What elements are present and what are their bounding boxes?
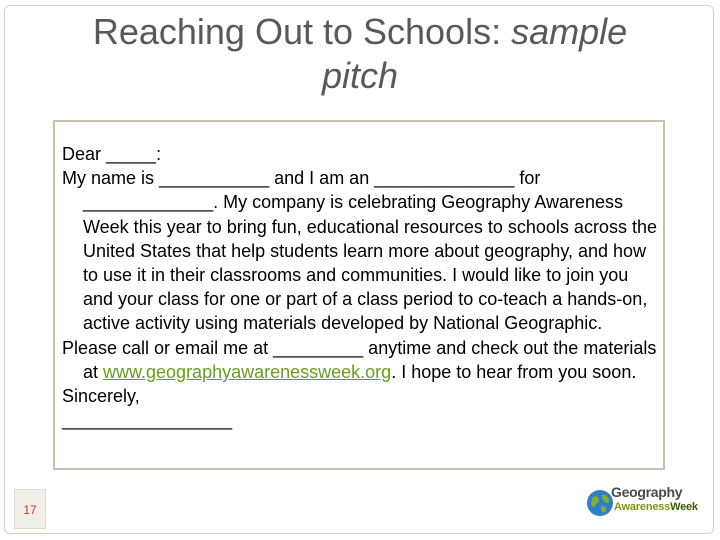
paragraph-2-text: Please call or email me at _________ anytime and check out the materials at xyxy=(62,337,657,382)
letter-paragraph-2 xyxy=(62,336,662,384)
page-number: 17 xyxy=(14,489,46,529)
salutation: Dear _____: xyxy=(62,144,162,164)
logo-word-awareness-week xyxy=(614,501,698,513)
website-link[interactable]: www.geographyawarenessweek.org xyxy=(103,361,392,382)
logo-word-week: Week xyxy=(670,501,698,513)
closing: Sincerely, xyxy=(62,386,140,407)
geography-awareness-week-logo xyxy=(586,484,712,524)
slide-title xyxy=(40,10,680,98)
paragraph-2-end: . I hope to hear from you soon. xyxy=(391,361,637,382)
logo-word-geography: Geography xyxy=(611,484,683,500)
signature-line: _________________ xyxy=(62,410,233,431)
title-main: Reaching Out to Schools: xyxy=(92,11,512,52)
title-line2: pitch xyxy=(321,55,399,96)
logo-word-awareness: Awareness xyxy=(614,501,671,513)
globe-icon xyxy=(586,489,614,517)
title-italic: sample xyxy=(511,11,628,52)
letter-body xyxy=(62,142,662,432)
letter-paragraph-1: My name is ___________ and I am an ______________ for _____________. My company is celebrating Geography Awareness Week this year to bring fun, educational resources to schools across the United States that help students learn more about geography, and how to use it in their classrooms and communities. I would like to join you and your class for one or part of a class period to co-teach a hands-on, active activity using materials developed by National Geographic. xyxy=(62,168,657,334)
